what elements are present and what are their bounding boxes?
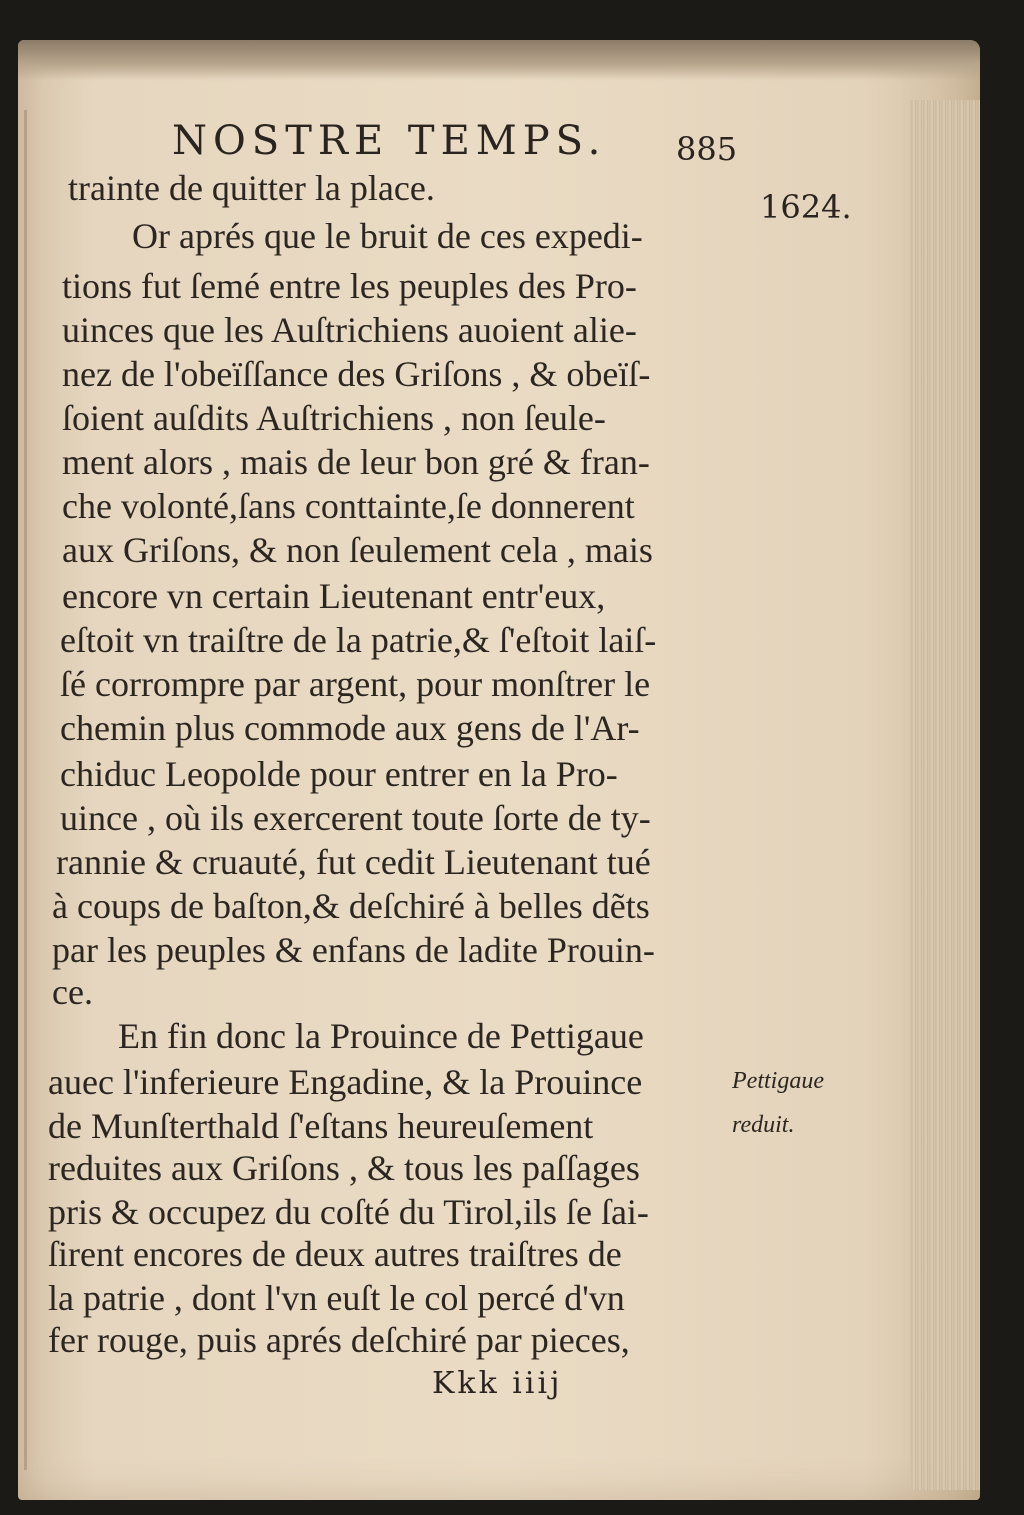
text-line: reduites aux Griſons , & tous les paſſages bbox=[48, 1148, 640, 1188]
text-line: ſoient auſdits Auſtrichiens , non ſeule- bbox=[62, 398, 606, 438]
margin-note-title: Pettigaue bbox=[732, 1068, 824, 1094]
text-line: nez de l'obeïſſance des Griſons , & obeïſ- bbox=[62, 354, 651, 394]
page-number: 885 bbox=[676, 130, 738, 168]
text-line: à coups de baſton,& deſchiré à belles dẽts bbox=[52, 886, 650, 926]
text-line: chiduc Leopolde pour entrer en la Pro- bbox=[60, 754, 618, 794]
text-line: chemin plus commode aux gens de l'Ar- bbox=[60, 708, 640, 748]
text-line: ment alors , mais de leur bon gré & fran- bbox=[62, 442, 650, 482]
text-line: eſtoit vn traiſtre de la patrie,& ſ'eſtoit laiſ- bbox=[60, 620, 657, 660]
text-line: encore vn certain Lieutenant entr'eux, bbox=[62, 576, 606, 616]
page-fore-edge bbox=[910, 100, 980, 1490]
text-line: ſirent encores de deux autres traiſtres de bbox=[48, 1234, 622, 1274]
text-line: de Munſterthald ſ'eſtans heureuſement bbox=[48, 1106, 594, 1146]
text-line: fer rouge, puis aprés deſchiré par pieces, bbox=[48, 1320, 630, 1360]
text-line: Or aprés que le bruit de ces expedi- bbox=[132, 216, 643, 256]
running-title: NOSTRE TEMPS. bbox=[172, 118, 607, 164]
margin-year: 1624. bbox=[760, 188, 852, 226]
text-line: tions fut ſemé entre les peuples des Pro- bbox=[62, 266, 637, 306]
text-line: che volonté,ſans conttainte,ſe donnerent bbox=[62, 486, 635, 526]
text-line: aux Griſons, & non ſeulement cela , mais bbox=[62, 530, 653, 570]
text-line: uinces que les Auſtrichiens auoient alie- bbox=[62, 310, 637, 350]
text-line: trainte de quitter la place. bbox=[68, 168, 435, 208]
text-line: ce. bbox=[52, 972, 93, 1012]
margin-note-subtitle: reduit. bbox=[732, 1112, 795, 1138]
text-line: auec l'inferieure Engadine, & la Prouince bbox=[48, 1062, 643, 1102]
text-line: la patrie , dont l'vn euſt le col percé d'vn bbox=[48, 1278, 625, 1318]
text-line: En fin donc la Prouince de Pettigaue bbox=[118, 1016, 644, 1056]
page-top-shadow bbox=[18, 40, 980, 80]
text-line: pris & occupez du coſté du Tirol,ils ſe ſai- bbox=[48, 1192, 649, 1232]
binding-edge bbox=[24, 110, 27, 1470]
text-line: par les peuples & enfans de ladite Prouin- bbox=[52, 930, 655, 970]
text-line: ſé corrompre par argent, pour monſtrer le bbox=[60, 664, 651, 704]
text-line: uince , où ils exercerent toute ſorte de ty- bbox=[60, 798, 651, 838]
signature-mark: Kkk iiij bbox=[432, 1366, 563, 1401]
text-line: rannie & cruauté, fut cedit Lieutenant tué bbox=[56, 842, 651, 882]
